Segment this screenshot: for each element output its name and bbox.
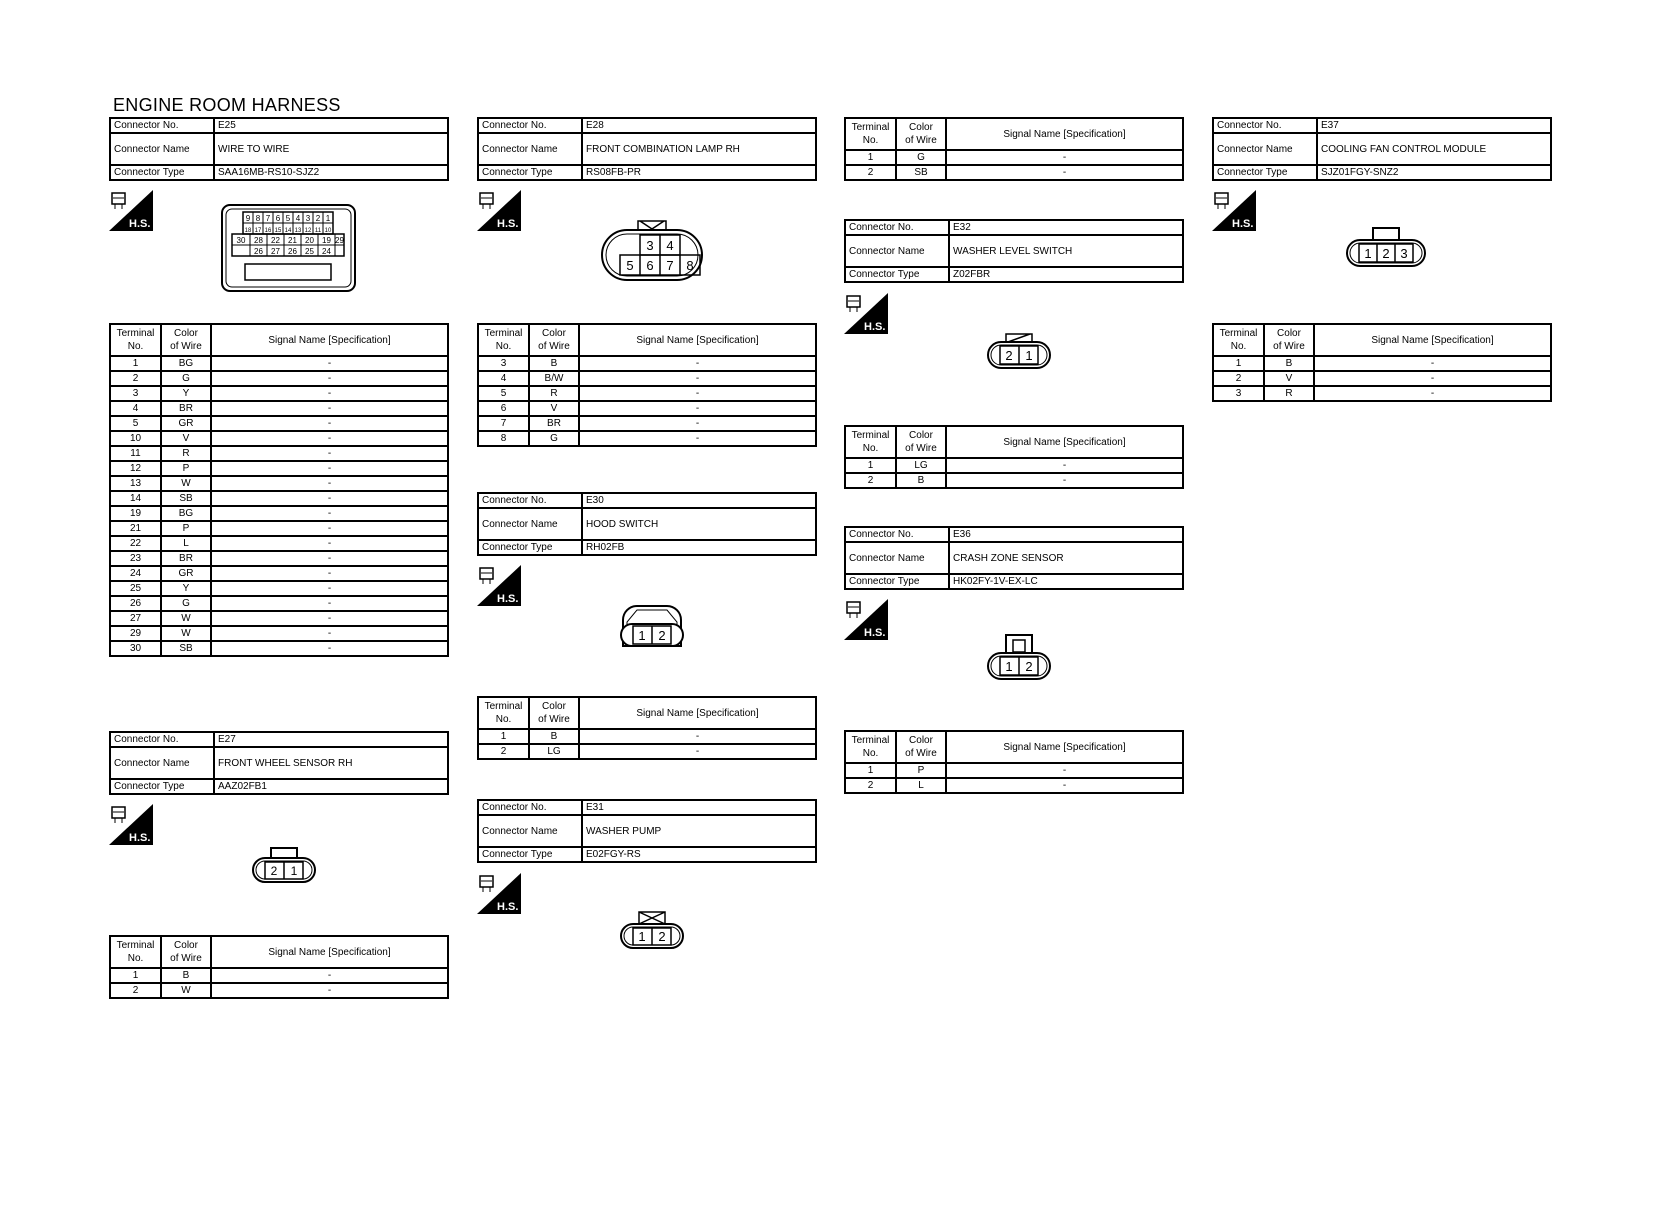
connector-face-E31 <box>619 910 685 950</box>
wire-color: P <box>161 461 211 476</box>
terminal-no: 1 <box>110 968 161 983</box>
wire-color: W <box>161 476 211 491</box>
signal-name: - <box>211 983 448 998</box>
wire-color: SB <box>161 491 211 506</box>
svg-text:1: 1 <box>325 214 331 223</box>
terminal-no: 7 <box>478 416 529 431</box>
svg-text:1: 1 <box>290 864 298 878</box>
svg-text:25: 25 <box>305 247 314 256</box>
wire-color: B <box>161 968 211 983</box>
wire-color: G <box>161 596 211 611</box>
table-row <box>478 386 816 401</box>
connector-name: HOOD SWITCH <box>582 508 816 540</box>
signal-name: - <box>211 626 448 641</box>
svg-text:26: 26 <box>254 247 263 256</box>
svg-text:2: 2 <box>658 929 666 944</box>
terminal-table-E36: Terminal No. Color of Wire Signal Name [Specification] 1 P - 2 L - <box>844 730 1184 794</box>
table-row <box>845 763 1183 778</box>
terminal-no: 13 <box>110 476 161 491</box>
wire-color: L <box>896 778 946 793</box>
connector-face-E25 <box>221 204 356 292</box>
table-row <box>110 446 448 461</box>
table-row <box>845 150 1183 165</box>
signal-name: - <box>211 566 448 581</box>
svg-text:H.S.: H.S. <box>129 832 151 844</box>
signal-name: - <box>1314 386 1551 401</box>
connector-face-E28 <box>600 218 704 284</box>
svg-text:1: 1 <box>638 929 646 944</box>
table-row <box>110 416 448 431</box>
signal-name: - <box>579 744 816 759</box>
connector-info-E32: Connector No. E32 Connector Name WASHER LEVEL SWITCH Connector Type Z02FBR <box>844 219 1184 283</box>
wire-color: G <box>896 150 946 165</box>
label-connector-name: Connector Name <box>110 133 214 165</box>
table-row <box>478 416 816 431</box>
svg-text:H.S.: H.S. <box>497 593 519 605</box>
connector-name: WASHER PUMP <box>582 815 816 847</box>
harness-side-icon <box>109 190 153 231</box>
table-row <box>845 165 1183 180</box>
wire-color: SB <box>896 165 946 180</box>
connector-type: HK02FY-1V-EX-LC <box>949 574 1183 589</box>
wire-color: BR <box>161 551 211 566</box>
table-row <box>110 401 448 416</box>
svg-text:17: 17 <box>254 228 262 234</box>
connector-no: E27 <box>214 732 448 747</box>
svg-text:26: 26 <box>288 247 297 256</box>
label-connector-type: Connector Type <box>110 165 214 180</box>
svg-text:7: 7 <box>265 214 271 223</box>
table-row <box>845 778 1183 793</box>
svg-text:13: 13 <box>294 228 302 234</box>
wire-color: W <box>161 611 211 626</box>
table-row <box>1213 371 1551 386</box>
connector-name: FRONT WHEEL SENSOR RH <box>214 747 448 779</box>
svg-text:29: 29 <box>335 236 344 245</box>
terminal-no: 3 <box>1213 386 1264 401</box>
wire-color: Y <box>161 581 211 596</box>
signal-name: - <box>946 165 1183 180</box>
svg-text:30: 30 <box>236 236 246 245</box>
svg-text:2: 2 <box>315 214 321 223</box>
signal-name: - <box>579 729 816 744</box>
wire-color: B <box>529 729 579 744</box>
wire-color: BG <box>161 506 211 521</box>
signal-name: - <box>946 150 1183 165</box>
connector-no: E32 <box>949 220 1183 235</box>
svg-text:21: 21 <box>288 236 297 245</box>
signal-name: - <box>579 371 816 386</box>
terminal-no: 4 <box>110 401 161 416</box>
svg-text:16: 16 <box>264 228 272 234</box>
connector-face-E37 <box>1345 226 1427 268</box>
wire-color: V <box>1264 371 1314 386</box>
wire-color: W <box>161 983 211 998</box>
connector-no: E36 <box>949 527 1183 542</box>
svg-text:6: 6 <box>646 258 654 273</box>
signal-name: - <box>211 968 448 983</box>
svg-text:28: 28 <box>254 236 263 245</box>
table-row <box>110 506 448 521</box>
table-row <box>110 626 448 641</box>
table-row <box>478 356 816 371</box>
wire-color: B <box>896 473 946 488</box>
terminal-no: 12 <box>110 461 161 476</box>
terminal-no: 2 <box>478 744 529 759</box>
wire-color: GR <box>161 566 211 581</box>
table-row <box>845 473 1183 488</box>
table-row <box>1213 386 1551 401</box>
table-row <box>845 458 1183 473</box>
svg-text:1: 1 <box>1025 348 1033 363</box>
svg-text:H.S.: H.S. <box>497 901 519 913</box>
terminal-no: 5 <box>478 386 529 401</box>
terminal-no: 3 <box>110 386 161 401</box>
signal-name: - <box>211 596 448 611</box>
harness-side-icon <box>477 190 521 231</box>
connector-type: RH02FB <box>582 540 816 555</box>
connector-type: Z02FBR <box>949 267 1183 282</box>
terminal-table-E31: Terminal No. Color of Wire Signal Name [Specification] 1 G - 2 SB - <box>844 117 1184 181</box>
terminal-no: 24 <box>110 566 161 581</box>
terminal-table-E25: Terminal No. Color of Wire Signal Name [Specification] 1 BG - 2 G - 3 Y - 4 BR - 5 GR - 10 V - 11 R - 12 P - 13 W - 14 SB - 19 BG - 21 P - 22 L - 23 BR - 24 GR - 25 Y - 26 G - 27 W - 29 W - 30 SB - <box>109 323 449 657</box>
connector-face-E36 <box>986 633 1052 681</box>
terminal-no: 30 <box>110 641 161 656</box>
svg-text:11: 11 <box>314 228 322 234</box>
connector-type: RS08FB-PR <box>582 165 816 180</box>
connector-info-E27: Connector No. E27 Connector Name FRONT WHEEL SENSOR RH Connector Type AAZ02FB1 <box>109 731 449 795</box>
svg-text:2: 2 <box>1025 659 1033 674</box>
terminal-no: 1 <box>845 458 896 473</box>
terminal-no: 2 <box>110 371 161 386</box>
table-row <box>110 536 448 551</box>
signal-name: - <box>1314 356 1551 371</box>
table-row <box>110 521 448 536</box>
wire-color: V <box>161 431 211 446</box>
terminal-table-E30: Terminal No. Color of Wire Signal Name [Specification] 1 B - 2 LG - <box>477 696 817 760</box>
svg-text:H.S.: H.S. <box>1232 218 1254 230</box>
connector-info-E37: Connector No. E37 Connector Name COOLING FAN CONTROL MODULE Connector Type SJZ01FGY-SNZ2 <box>1212 117 1552 181</box>
table-row <box>478 431 816 446</box>
svg-text:5: 5 <box>285 214 291 223</box>
table-row <box>110 566 448 581</box>
signal-name: - <box>211 356 448 371</box>
svg-text:14: 14 <box>284 228 292 234</box>
connector-name: WASHER LEVEL SWITCH <box>949 235 1183 267</box>
svg-text:3: 3 <box>1400 246 1408 261</box>
harness-side-icon <box>844 599 888 640</box>
svg-text:4: 4 <box>666 238 674 253</box>
svg-text:H.S.: H.S. <box>497 218 519 230</box>
signal-name: - <box>211 581 448 596</box>
svg-text:2: 2 <box>270 864 278 878</box>
wire-color: LG <box>896 458 946 473</box>
table-row <box>110 611 448 626</box>
terminal-no: 3 <box>478 356 529 371</box>
svg-text:H.S.: H.S. <box>864 627 886 639</box>
signal-name: - <box>579 356 816 371</box>
connector-name: FRONT COMBINATION LAMP RH <box>582 133 816 165</box>
connector-face-E32 <box>986 330 1052 370</box>
table-row <box>110 596 448 611</box>
table-row <box>110 461 448 476</box>
signal-name: - <box>211 371 448 386</box>
harness-side-icon <box>109 804 153 845</box>
terminal-no: 2 <box>845 473 896 488</box>
svg-text:3: 3 <box>646 238 654 253</box>
svg-text:1: 1 <box>638 628 646 643</box>
wire-color: BR <box>529 416 579 431</box>
signal-name: - <box>946 778 1183 793</box>
table-row <box>478 729 816 744</box>
connector-no: E28 <box>582 118 816 133</box>
connector-info-E28: Connector No. E28 Connector Name FRONT COMBINATION LAMP RH Connector Type RS08FB-PR <box>477 117 817 181</box>
svg-text:8: 8 <box>686 258 694 273</box>
table-row <box>478 401 816 416</box>
svg-text:24: 24 <box>322 247 331 256</box>
signal-name: - <box>579 431 816 446</box>
terminal-no: 26 <box>110 596 161 611</box>
signal-name: - <box>211 401 448 416</box>
terminal-no: 1 <box>1213 356 1264 371</box>
svg-text:2: 2 <box>1005 348 1013 363</box>
signal-name: - <box>211 461 448 476</box>
signal-name: - <box>579 386 816 401</box>
signal-name: - <box>1314 371 1551 386</box>
table-row <box>110 491 448 506</box>
signal-name: - <box>211 551 448 566</box>
svg-text:H.S.: H.S. <box>129 218 151 230</box>
svg-text:1: 1 <box>1364 246 1372 261</box>
wire-color: G <box>161 371 211 386</box>
table-row <box>110 386 448 401</box>
connector-info-E30: Connector No. E30 Connector Name HOOD SWITCH Connector Type RH02FB <box>477 492 817 556</box>
terminal-no: 19 <box>110 506 161 521</box>
terminal-no: 25 <box>110 581 161 596</box>
terminal-no: 29 <box>110 626 161 641</box>
wire-color: G <box>529 431 579 446</box>
table-row <box>110 476 448 491</box>
signal-name: - <box>211 521 448 536</box>
svg-text:5: 5 <box>626 258 634 273</box>
svg-text:10: 10 <box>324 228 332 234</box>
svg-text:7: 7 <box>666 258 674 273</box>
harness-side-icon <box>1212 190 1256 231</box>
svg-text:18: 18 <box>244 228 252 234</box>
svg-text:4: 4 <box>295 214 301 223</box>
table-row <box>110 551 448 566</box>
svg-text:12: 12 <box>304 228 312 234</box>
wire-color: BG <box>161 356 211 371</box>
svg-text:20: 20 <box>305 236 314 245</box>
svg-text:2: 2 <box>658 628 666 643</box>
wire-color: B <box>1264 356 1314 371</box>
page-title: ENGINE ROOM HARNESS <box>113 95 341 115</box>
wire-color: SB <box>161 641 211 656</box>
signal-name: - <box>211 491 448 506</box>
terminal-table-E37: Terminal No. Color of Wire Signal Name [Specification] 1 B - 2 V - 3 R - <box>1212 323 1552 402</box>
connector-type: SJZ01FGY-SNZ2 <box>1317 165 1551 180</box>
terminal-no: 27 <box>110 611 161 626</box>
svg-text:3: 3 <box>305 214 311 223</box>
wire-color: B/W <box>529 371 579 386</box>
svg-text:6: 6 <box>275 214 281 223</box>
terminal-no: 8 <box>478 431 529 446</box>
table-row <box>478 744 816 759</box>
connector-no: E31 <box>582 800 816 815</box>
signal-name: - <box>579 401 816 416</box>
harness-side-icon <box>477 873 521 914</box>
wire-color: W <box>161 626 211 641</box>
table-row <box>1213 356 1551 371</box>
terminal-table-E32: Terminal No. Color of Wire Signal Name [Specification] 1 LG - 2 B - <box>844 425 1184 489</box>
signal-name: - <box>946 458 1183 473</box>
terminal-no: 14 <box>110 491 161 506</box>
svg-text:15: 15 <box>274 228 282 234</box>
wire-color: V <box>529 401 579 416</box>
connector-info-E25 <box>109 117 449 181</box>
connector-info-E36: Connector No. E36 Connector Name CRASH ZONE SENSOR Connector Type HK02FY-1V-EX-LC <box>844 526 1184 590</box>
terminal-no: 10 <box>110 431 161 446</box>
table-row <box>110 983 448 998</box>
label-connector-no: Connector No. <box>110 118 214 133</box>
signal-name: - <box>579 416 816 431</box>
terminal-no: 1 <box>478 729 529 744</box>
terminal-no: 11 <box>110 446 161 461</box>
connector-face-E27 <box>251 844 317 884</box>
connector-name: CRASH ZONE SENSOR <box>949 542 1183 574</box>
terminal-no: 4 <box>478 371 529 386</box>
table-row <box>110 968 448 983</box>
connector-no: E30 <box>582 493 816 508</box>
signal-name: - <box>211 416 448 431</box>
signal-name: - <box>946 473 1183 488</box>
table-row <box>478 371 816 386</box>
signal-name: - <box>211 641 448 656</box>
wire-color: P <box>896 763 946 778</box>
terminal-no: 1 <box>110 356 161 371</box>
wire-color: R <box>161 446 211 461</box>
signal-name: - <box>211 386 448 401</box>
connector-face-E30 <box>619 598 685 648</box>
signal-name: - <box>946 763 1183 778</box>
svg-text:2: 2 <box>1382 246 1390 261</box>
svg-text:22: 22 <box>271 236 280 245</box>
harness-side-icon <box>844 293 888 334</box>
terminal-no: 6 <box>478 401 529 416</box>
table-row <box>110 356 448 371</box>
connector-name: WIRE TO WIRE <box>214 133 448 165</box>
wire-color: BR <box>161 401 211 416</box>
wire-color: R <box>529 386 579 401</box>
terminal-table-E27: Terminal No. Color of Wire Signal Name [Specification] 1 B - 2 W - <box>109 935 449 999</box>
signal-name: - <box>211 536 448 551</box>
connector-type: SAA16MB-RS10-SJZ2 <box>214 165 448 180</box>
wire-color: GR <box>161 416 211 431</box>
signal-name: - <box>211 431 448 446</box>
table-row <box>110 641 448 656</box>
table-row <box>110 431 448 446</box>
terminal-no: 5 <box>110 416 161 431</box>
wire-color: LG <box>529 744 579 759</box>
connector-type: E02FGY-RS <box>582 847 816 862</box>
terminal-no: 1 <box>845 150 896 165</box>
wire-color: B <box>529 356 579 371</box>
svg-text:9: 9 <box>245 214 251 223</box>
terminal-no: 2 <box>1213 371 1264 386</box>
terminal-no: 22 <box>110 536 161 551</box>
connector-name: COOLING FAN CONTROL MODULE <box>1317 133 1551 165</box>
svg-text:8: 8 <box>255 214 261 223</box>
signal-name: - <box>211 506 448 521</box>
table-row <box>110 581 448 596</box>
terminal-no: 2 <box>110 983 161 998</box>
signal-name: - <box>211 446 448 461</box>
terminal-table-E28: Terminal No. Color of Wire Signal Name [Specification] 3 B - 4 B/W - 5 R - 6 V - 7 BR - 8 G - <box>477 323 817 447</box>
connector-no: E37 <box>1317 118 1551 133</box>
signal-name: - <box>211 476 448 491</box>
wire-color: R <box>1264 386 1314 401</box>
wire-color: Y <box>161 386 211 401</box>
wire-color: P <box>161 521 211 536</box>
terminal-no: 2 <box>845 165 896 180</box>
connector-no: E25 <box>214 118 448 133</box>
terminal-no: 23 <box>110 551 161 566</box>
table-row <box>110 371 448 386</box>
terminal-no: 2 <box>845 778 896 793</box>
connector-info-E31: Connector No. E31 Connector Name WASHER PUMP Connector Type E02FGY-RS <box>477 799 817 863</box>
svg-text:19: 19 <box>322 236 331 245</box>
terminal-no: 1 <box>845 763 896 778</box>
svg-text:H.S.: H.S. <box>864 321 886 333</box>
svg-text:27: 27 <box>271 247 280 256</box>
wire-color: L <box>161 536 211 551</box>
connector-type: AAZ02FB1 <box>214 779 448 794</box>
svg-text:1: 1 <box>1005 659 1013 674</box>
signal-name: - <box>211 611 448 626</box>
harness-side-icon <box>477 565 521 606</box>
terminal-no: 21 <box>110 521 161 536</box>
